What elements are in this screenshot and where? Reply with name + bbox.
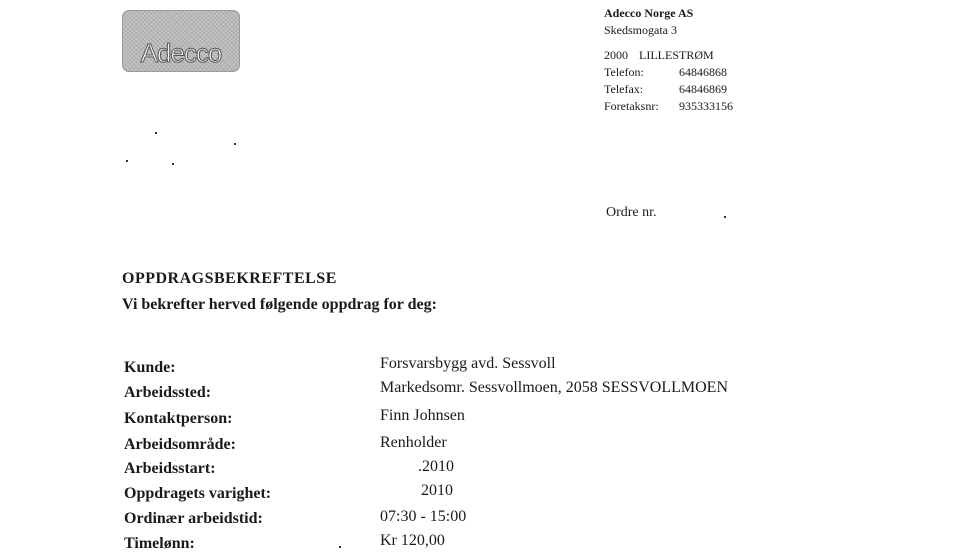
detail-label-arbeidsstart: Arbeidsstart: xyxy=(124,460,216,477)
document-subtitle: Vi bekrefter herved følgende oppdrag for deg: xyxy=(122,296,437,313)
scan-speck xyxy=(724,216,726,218)
postal-code: 2000 xyxy=(604,48,628,62)
contact-value: 64846868 xyxy=(679,65,727,79)
scan-speck xyxy=(339,546,341,548)
company-name: Adecco Norge AS xyxy=(604,6,694,20)
detail-label-kontaktperson: Kontaktperson: xyxy=(124,410,233,427)
detail-label-arbeidssted: Arbeidssted: xyxy=(124,384,212,401)
adecco-logo xyxy=(122,10,240,72)
detail-label-varighet: Oppdragets varighet: xyxy=(124,485,272,502)
detail-label-arbeidstid: Ordinær arbeidstid: xyxy=(124,510,263,527)
company-street: Skedsmogata 3 xyxy=(604,23,677,37)
detail-value-kontaktperson: Finn Johnsen xyxy=(380,407,465,424)
city: LILLESTRØM xyxy=(639,48,714,62)
detail-value-varighet: 2010 xyxy=(421,482,453,499)
company-info xyxy=(604,5,733,115)
company-postal-row xyxy=(604,47,733,64)
contact-row-orgnr xyxy=(604,98,733,115)
detail-value-arbeidsomrade: Renholder xyxy=(380,434,447,451)
detail-label-kunde: Kunde: xyxy=(124,359,176,376)
contact-label: Telefax: xyxy=(604,82,644,96)
detail-value-timelonn: Kr 120,00 xyxy=(380,532,445,549)
scan-speck xyxy=(234,143,236,145)
scan-speck xyxy=(155,132,157,134)
contact-row-fax xyxy=(604,81,733,98)
contact-label: Foretaksnr: xyxy=(604,99,659,113)
contact-value: 935333156 xyxy=(679,99,733,113)
logo-text: Adecco xyxy=(140,38,222,68)
document-title: OPPDRAGSBEKREFTELSE xyxy=(122,270,337,287)
contact-label: Telefon: xyxy=(604,65,644,79)
order-number-label: Ordre nr. xyxy=(606,205,657,220)
detail-value-arbeidstid: 07:30 - 15:00 xyxy=(380,508,467,525)
detail-value-kunde: Forsvarsbygg avd. Sessvoll xyxy=(380,355,556,372)
contact-row-phone xyxy=(604,64,733,81)
detail-value-arbeidsstart: .2010 xyxy=(418,458,454,475)
scan-speck xyxy=(126,160,128,162)
detail-label-timelonn: Timelønn: xyxy=(124,535,195,552)
detail-label-arbeidsomrade: Arbeidsområde: xyxy=(124,436,236,453)
detail-value-arbeidssted: Markedsomr. Sessvollmoen, 2058 SESSVOLLMOEN xyxy=(380,379,728,396)
scan-speck xyxy=(172,163,174,165)
contact-value: 64846869 xyxy=(679,82,727,96)
